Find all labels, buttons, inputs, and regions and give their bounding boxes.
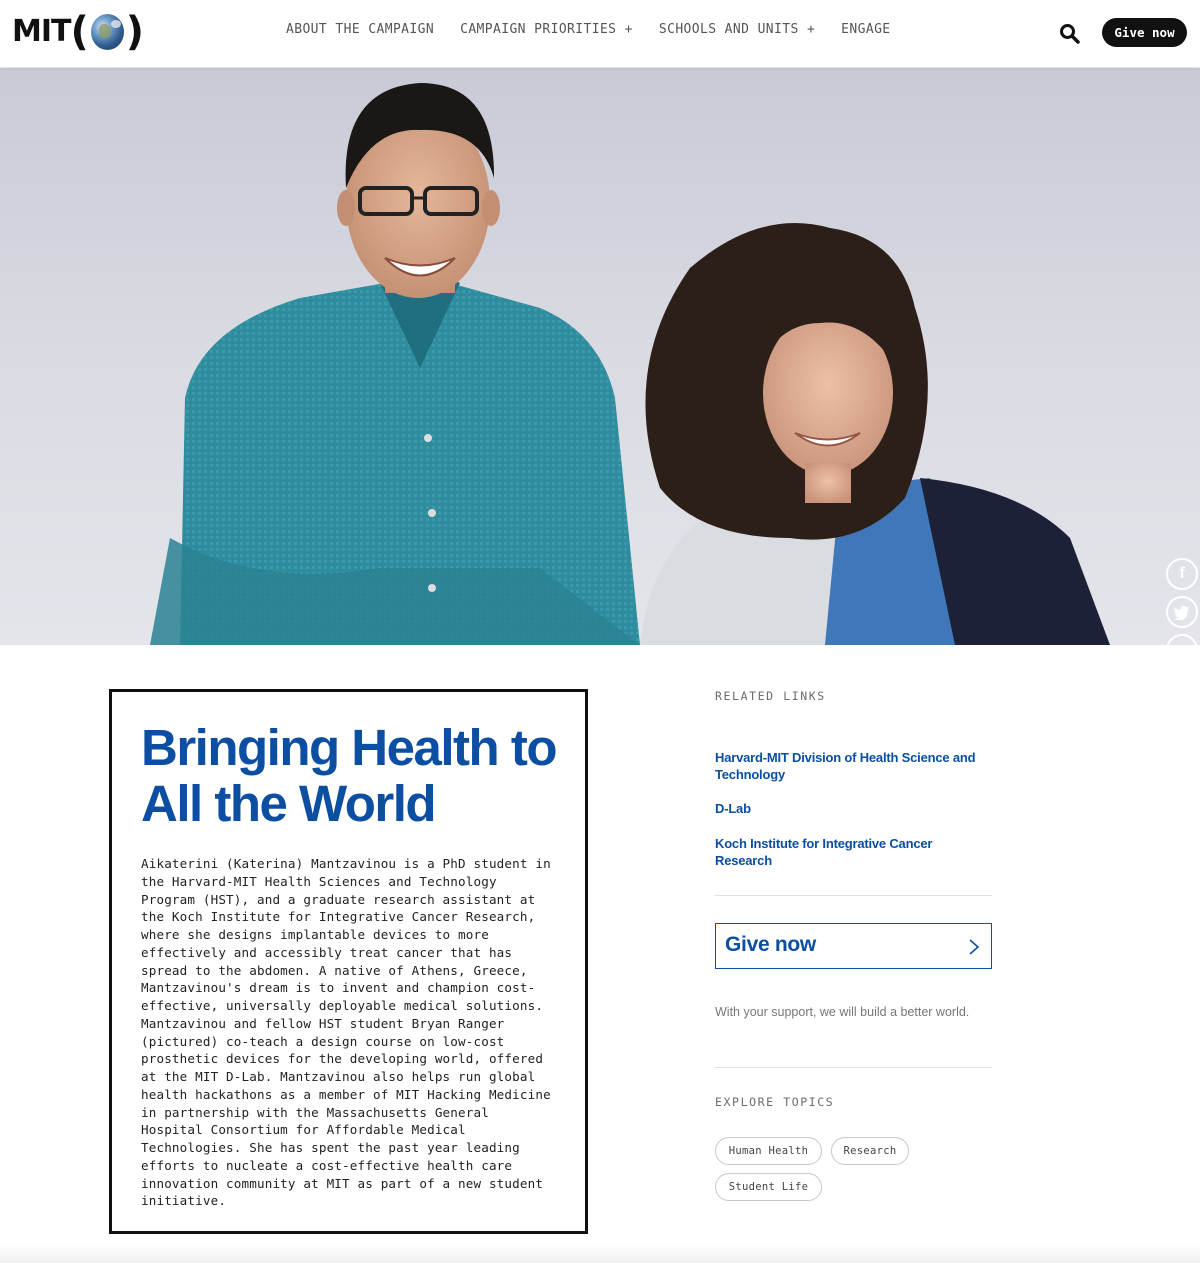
related-link-hst[interactable]: Harvard-MIT Division of Health Science and Technology <box>715 750 976 782</box>
twitter-share-icon[interactable] <box>1166 596 1198 628</box>
main-nav <box>286 22 917 37</box>
give-now-label: Give now <box>725 933 816 956</box>
nav-engage[interactable]: ENGAGE <box>841 22 891 37</box>
explore-topics-heading: EXPLORE TOPICS <box>715 1095 835 1109</box>
article-card <box>109 689 588 1234</box>
chevron-right-icon <box>967 938 981 956</box>
site-header <box>0 0 1200 68</box>
globe-icon <box>91 14 124 50</box>
nav-about-campaign[interactable]: ABOUT THE CAMPAIGN <box>286 22 435 37</box>
facebook-share-icon[interactable] <box>1166 558 1198 590</box>
sidebar-divider-2 <box>715 1067 992 1068</box>
page-bottom-edge <box>0 1244 1200 1263</box>
search-icon[interactable] <box>1058 22 1082 46</box>
logo-close-paren: ) <box>125 9 144 55</box>
sidebar-divider <box>715 895 992 896</box>
nav-campaign-priorities[interactable]: CAMPAIGN PRIORITIES + <box>460 22 633 37</box>
give-now-button[interactable] <box>715 923 992 969</box>
support-text: With your support, we will build a better world. <box>715 1005 970 1019</box>
topic-tag-human-health[interactable]: Human Health <box>715 1137 822 1165</box>
mit-wordmark: MIT <box>12 14 71 49</box>
topic-tag-student-life[interactable]: Student Life <box>715 1173 822 1201</box>
article-body: Aikaterini (Katerina) Mantzavinou is a PhD student in the Harvard-MIT Health Sciences and Technology Program (HST), and a graduate research assistant at the Koch Institute for Integrative Cancer Research, where she designs implantable devices to more effectively and accessibly treat cancer that has spread to the abdomen. A native of Athens, Greece, Mantzavinou's dream is to invent and champion cost-effective, universally deployable medical solutions. Mantzavinou and fellow HST student Bryan Ranger (pictured) co-teach a design course on low-cost prosthetic devices for the developing world, offered at the MIT D-Lab. Mantzavinou also helps run global health hackathons as a member of MIT Hacking Medicine in partnership with the Massachusetts General Hospital Consortium for Affordable Medical Technologies. She has spent the past year leading efforts to nucleate a cost-effective health care innovation community at MIT as part of a new student initiative. <box>141 856 551 1209</box>
article-title: Bringing Health to All the World <box>141 719 556 832</box>
mit-logo[interactable] <box>12 9 144 55</box>
related-link-dlab[interactable]: D-Lab <box>715 801 751 816</box>
related-links-heading: RELATED LINKS <box>715 689 826 703</box>
hero-image <box>0 68 1200 645</box>
logo-open-paren: ( <box>70 9 89 55</box>
nav-schools-units[interactable]: SCHOOLS AND UNITS + <box>658 22 816 37</box>
related-link-koch[interactable]: Koch Institute for Integrative Cancer Research <box>715 836 933 868</box>
topic-tag-research[interactable]: Research <box>831 1137 909 1165</box>
facebook-glyph: f <box>1179 565 1185 582</box>
hero-photo <box>0 68 1200 645</box>
give-now-header-button[interactable]: Give now <box>1102 18 1187 47</box>
